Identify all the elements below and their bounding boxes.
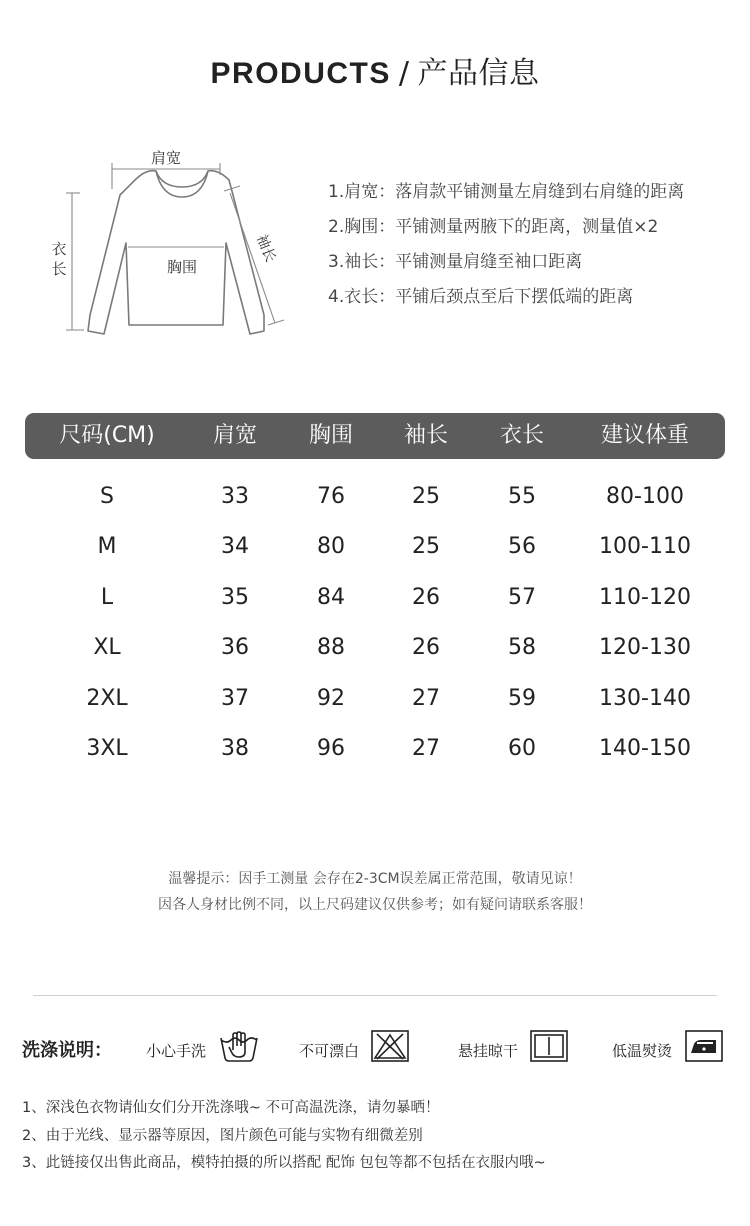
wash-label-low-iron: 低温熨烫 bbox=[612, 1042, 673, 1060]
cell-shoulder: 34 bbox=[221, 534, 249, 559]
cell-shoulder: 33 bbox=[221, 484, 249, 509]
hang-dry-icon bbox=[530, 1030, 568, 1062]
cell-size: M bbox=[97, 534, 117, 559]
diagram-label-length-2: 长 bbox=[51, 260, 67, 278]
header-length: 衣长 bbox=[499, 423, 544, 448]
cell-weight: 130-140 bbox=[599, 686, 691, 711]
table-row bbox=[25, 573, 725, 623]
cell-size: L bbox=[100, 585, 114, 610]
note-color-difference: 2、由于光线、显示器等原因，图片颜色可能与实物有细微差别 bbox=[22, 1128, 423, 1144]
cell-length: 59 bbox=[508, 686, 536, 711]
cell-shoulder: 38 bbox=[221, 736, 249, 761]
wash-title: 洗涤说明： bbox=[22, 1040, 112, 1061]
note-chest: 2.胸围：平铺测量两腋下的距离，测量值×2 bbox=[328, 217, 659, 237]
tip-measurement-error: 温馨提示：因手工测量 会存在2-3CM误差属正常范围，敬请见谅！ bbox=[168, 871, 582, 887]
cell-chest: 96 bbox=[317, 736, 345, 761]
cell-shoulder: 37 bbox=[221, 686, 249, 711]
note-accessories-excluded: 3、此链接仅出售此商品，模特拍摄的所以搭配 配饰 包包等都不包括在衣服内哦~ bbox=[22, 1155, 546, 1171]
title-separator: / bbox=[398, 56, 410, 91]
cell-chest: 88 bbox=[317, 635, 345, 660]
table-row bbox=[25, 724, 725, 774]
table-row bbox=[25, 623, 725, 673]
header-size: 尺码(CM) bbox=[59, 423, 155, 448]
cell-weight: 110-120 bbox=[599, 585, 691, 610]
cell-length: 57 bbox=[508, 585, 536, 610]
size-table-header bbox=[25, 413, 725, 459]
cell-chest: 84 bbox=[317, 585, 345, 610]
cell-length: 56 bbox=[508, 534, 536, 559]
diagram-label-sleeve: 袖长 bbox=[253, 232, 279, 265]
page-title-zh: 产品信息 bbox=[417, 56, 540, 91]
cell-size: S bbox=[100, 484, 114, 509]
shirt-outline bbox=[88, 171, 264, 334]
table-row bbox=[25, 674, 725, 724]
cell-shoulder: 36 bbox=[221, 635, 249, 660]
header-shoulder: 肩宽 bbox=[212, 423, 257, 448]
cell-size: 2XL bbox=[86, 686, 128, 711]
cell-shoulder: 35 bbox=[221, 585, 249, 610]
note-wash-separately: 1、深浅色衣物请仙女们分开洗涤哦~ 不可高温洗涤，请勿暴晒！ bbox=[22, 1100, 440, 1116]
cell-length: 55 bbox=[508, 484, 536, 509]
section-divider bbox=[33, 995, 717, 996]
cell-length: 60 bbox=[508, 736, 536, 761]
diagram-label-chest: 胸围 bbox=[166, 258, 198, 276]
page-title-en: PRODUCTS bbox=[210, 57, 391, 90]
cell-size: XL bbox=[93, 635, 121, 660]
diagram-label-length-1: 衣 bbox=[51, 240, 67, 258]
low-iron-icon bbox=[685, 1030, 723, 1062]
cell-sleeve: 25 bbox=[412, 534, 440, 559]
wash-label-hand-wash: 小心手洗 bbox=[146, 1042, 207, 1060]
header-chest: 胸围 bbox=[308, 423, 353, 448]
collar-outline bbox=[156, 171, 208, 187]
table-row bbox=[25, 472, 725, 522]
table-row bbox=[25, 522, 725, 572]
cell-weight: 100-110 bbox=[599, 534, 691, 559]
wash-label-no-bleach: 不可漂白 bbox=[299, 1042, 360, 1060]
cell-chest: 80 bbox=[317, 534, 345, 559]
tip-size-reference: 因各人身材比例不同，以上尺码建议仅供参考；如有疑问请联系客服！ bbox=[158, 897, 592, 913]
cell-sleeve: 27 bbox=[412, 686, 440, 711]
diagram-label-shoulder: 肩宽 bbox=[150, 149, 182, 167]
wash-label-hang-dry: 悬挂晾干 bbox=[458, 1042, 519, 1060]
note-shoulder: 1.肩宽：落肩款平铺测量左肩缝到右肩缝的距离 bbox=[328, 182, 685, 202]
cell-sleeve: 26 bbox=[412, 585, 440, 610]
cell-weight: 80-100 bbox=[606, 484, 684, 509]
cell-sleeve: 27 bbox=[412, 736, 440, 761]
cell-size: 3XL bbox=[86, 736, 128, 761]
header-weight: 建议体重 bbox=[600, 423, 689, 448]
cell-chest: 76 bbox=[317, 484, 345, 509]
cell-weight: 120-130 bbox=[599, 635, 691, 660]
cell-sleeve: 25 bbox=[412, 484, 440, 509]
note-length: 4.衣长：平铺后颈点至后下摆低端的距离 bbox=[328, 287, 634, 307]
hand-wash-icon bbox=[219, 1030, 259, 1064]
header-sleeve: 袖长 bbox=[403, 423, 448, 448]
note-sleeve: 3.袖长：平铺测量肩缝至袖口距离 bbox=[328, 252, 583, 272]
cell-sleeve: 26 bbox=[412, 635, 440, 660]
measurement-notes bbox=[328, 178, 738, 318]
no-bleach-icon bbox=[371, 1030, 409, 1062]
garment-measurement-diagram bbox=[40, 135, 300, 360]
cell-chest: 92 bbox=[317, 686, 345, 711]
cell-length: 58 bbox=[508, 635, 536, 660]
page-title bbox=[0, 48, 750, 92]
cell-weight: 140-150 bbox=[599, 736, 691, 761]
